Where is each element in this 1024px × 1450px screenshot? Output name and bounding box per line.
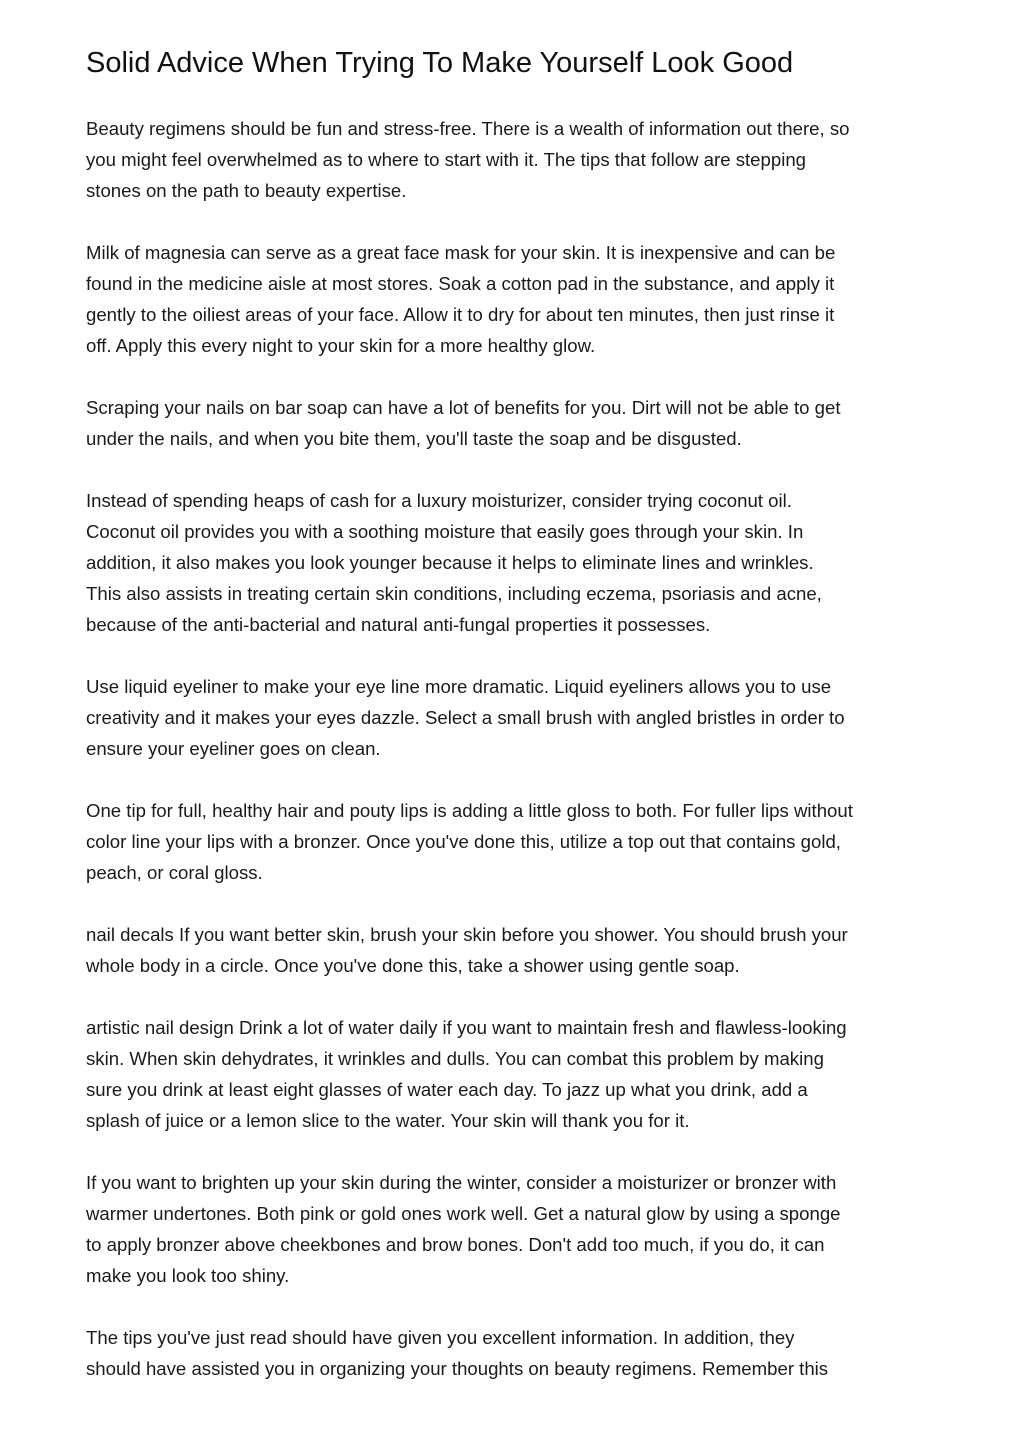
paragraph-line: off. Apply this every night to your skin for a more healthy glow. (86, 335, 596, 356)
paragraph-line: creativity and it makes your eyes dazzle. Select a small brush with angled bristles in order to (86, 707, 845, 728)
document-body (86, 113, 956, 1415)
paragraph-line: ensure your eyeliner goes on clean. (86, 738, 381, 759)
paragraph-line: should have assisted you in organizing your thoughts on beauty regimens. Remember this (86, 1358, 829, 1379)
paragraph-line: Instead of spending heaps of cash for a luxury moisturizer, consider trying coconut oil. (86, 490, 792, 511)
paragraph-line: to apply bronzer above cheekbones and brow bones. Don't add too much, if you do, it can (86, 1234, 825, 1255)
paragraph-line: sure you drink at least eight glasses of water each day. To jazz up what you drink, add a (86, 1079, 808, 1100)
paragraph-line: skin. When skin dehydrates, it wrinkles and dulls. You can combat this problem by making (86, 1048, 824, 1069)
paragraph-line: gently to the oiliest areas of your face. Allow it to dry for about ten minutes, then just rinse it (86, 304, 835, 325)
paragraph-nail-decals (86, 919, 956, 981)
paragraph-line: This also assists in treating certain skin conditions, including eczema, psoriasis and acne, (86, 583, 822, 604)
paragraph-coconut-oil (86, 485, 956, 640)
paragraph-line: Beauty regimens should be fun and stress-free. There is a wealth of information out there, so (86, 118, 850, 139)
paragraph-line: Milk of magnesia can serve as a great face mask for your skin. It is inexpensive and can be (86, 242, 836, 263)
paragraph-line: If you want to brighten up your skin during the winter, consider a moisturizer or bronzer with (86, 1172, 837, 1193)
paragraph-line: Scraping your nails on bar soap can have a lot of benefits for you. Dirt will not be able to get (86, 397, 841, 418)
paragraph-line: found in the medicine aisle at most stores. Soak a cotton pad in the substance, and apply it (86, 273, 835, 294)
paragraph-conclusion (86, 1322, 956, 1384)
paragraph-line: Use liquid eyeliner to make your eye line more dramatic. Liquid eyeliners allows you to use (86, 676, 832, 697)
paragraph-line: The tips you've just read should have given you excellent information. In addition, they (86, 1327, 795, 1348)
paragraph-line: make you look too shiny. (86, 1265, 290, 1286)
paragraph-intro (86, 113, 956, 206)
paragraph-water (86, 1012, 956, 1136)
paragraph-line: splash of juice or a lemon slice to the water. Your skin will thank you for it. (86, 1110, 690, 1131)
paragraph-gloss (86, 795, 956, 888)
paragraph-line: addition, it also makes you look younger because it helps to eliminate lines and wrinkles. (86, 552, 814, 573)
paragraph-milk-of-magnesia (86, 237, 956, 361)
page-title: Solid Advice When Trying To Make Yourself Look Good (86, 47, 794, 79)
paragraph-line: artistic nail design Drink a lot of water daily if you want to maintain fresh and flawless-looking (86, 1017, 847, 1038)
paragraph-line: stones on the path to beauty expertise. (86, 180, 407, 201)
paragraph-line: nail decals If you want better skin, brush your skin before you shower. You should brush your (86, 924, 848, 945)
paragraph-winter-skin (86, 1167, 956, 1291)
paragraph-line: color line your lips with a bronzer. Once you've done this, utilize a top out that contains gold, (86, 831, 841, 852)
paragraph-line: under the nails, and when you bite them, you'll taste the soap and be disgusted. (86, 428, 742, 449)
paragraph-line: peach, or coral gloss. (86, 862, 263, 883)
paragraph-bar-soap (86, 392, 956, 454)
paragraph-line: Coconut oil provides you with a soothing moisture that easily goes through your skin. In (86, 521, 804, 542)
paragraph-line: whole body in a circle. Once you've done this, take a shower using gentle soap. (86, 955, 740, 976)
paragraph-line: because of the anti-bacterial and natural anti-fungal properties it possesses. (86, 614, 711, 635)
paragraph-liquid-eyeliner (86, 671, 956, 764)
paragraph-line: One tip for full, healthy hair and pouty lips is adding a little gloss to both. For fuller lips without (86, 800, 853, 821)
paragraph-line: you might feel overwhelmed as to where to start with it. The tips that follow are stepping (86, 149, 807, 170)
paragraph-line: warmer undertones. Both pink or gold ones work well. Get a natural glow by using a sponge (86, 1203, 841, 1224)
